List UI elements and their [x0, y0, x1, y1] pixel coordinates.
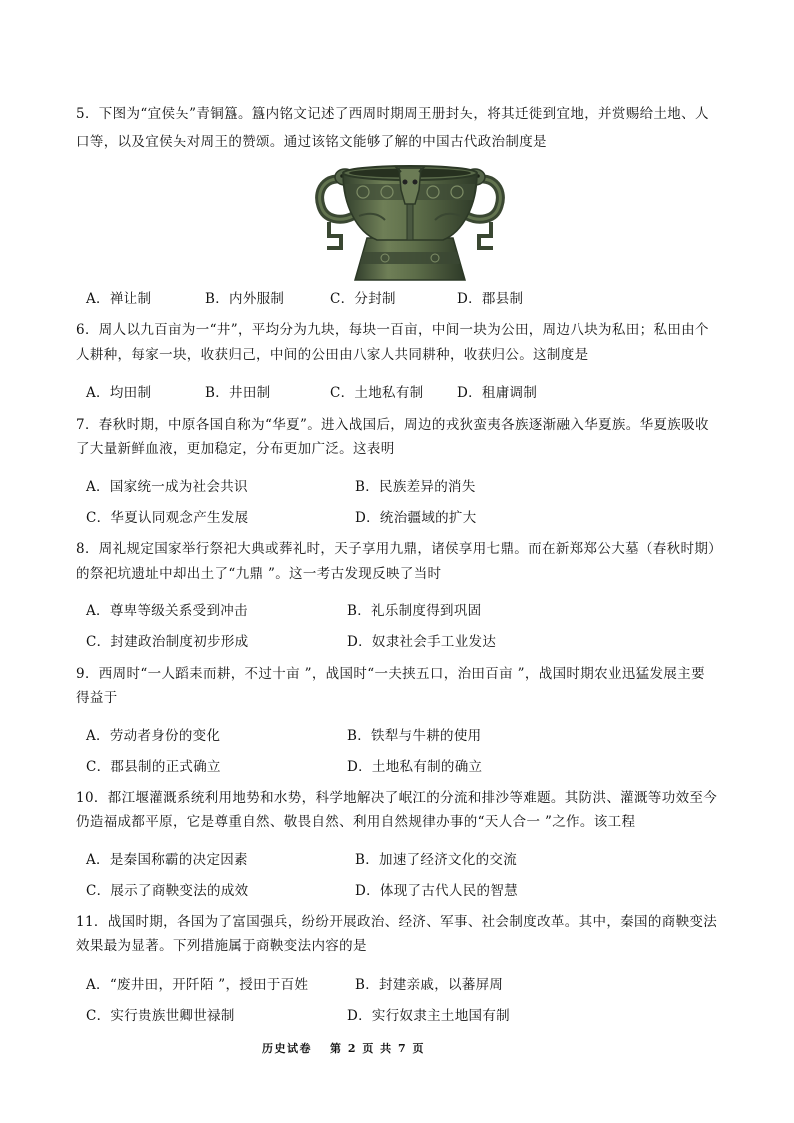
bronze-vessel-image: [315, 160, 505, 285]
question-11-line-2: 效果最为显著。下列措施属于商鞅变法内容的是: [76, 938, 367, 954]
option-11-b: B．封建亲戚，以蕃屏周: [355, 977, 504, 993]
option-11-d: D．实行奴隶主土地国有制: [347, 1008, 510, 1024]
option-10-a: A．是秦国称霸的决定因素: [86, 852, 248, 868]
question-8-line-1: 8．周礼规定国家举行祭祀大典或葬礼时，天子享用九鼎，诸侯享用七鼎。而在新郑郑公大墓（春秋时期）: [76, 541, 723, 557]
option-9-d: D．土地私有制的确立: [347, 759, 483, 775]
option-7-a: A．国家统一成为社会共识: [86, 479, 248, 495]
option-10-c: C．展示了商鞅变法的成效: [86, 883, 249, 899]
question-5-line-2: 口等，以及宜侯夨对周王的赞颂。通过该铭文能够了解的中国古代政治制度是: [76, 134, 547, 150]
option-7-d: D．统治疆域的扩大: [355, 510, 477, 526]
question-7-line-2: 了大量新鲜血液，更加稳定，分布更加广泛。这表明: [76, 441, 395, 457]
question-6-line-2: 人耕种，每家一块，收获归己，中间的公田由八家人共同耕种，收获归公。这制度是: [76, 347, 589, 363]
question-10-line-1: 10．都江堰灌溉系统利用地势和水势，科学地解决了岷江的分流和排沙等难题。其防洪、灌溉等功效至今: [76, 790, 718, 806]
option-10-d: D．体现了古代人民的智慧: [355, 883, 518, 899]
option-5-a: A．禅让制: [86, 291, 152, 307]
option-9-c: C．郡县制的正式确立: [86, 759, 221, 775]
question-9-line-2: 得益于: [76, 690, 118, 706]
option-5-c: C．分封制: [330, 291, 396, 307]
question-8-line-2: 的祭祀坑遗址中却出土了“九鼎 ”。这一考古发现反映了当时: [76, 566, 442, 582]
question-7-line-1: 7．春秋时期，中原各国自称为“华夏”。进入战国后，周边的戎狄蛮夷各族逐渐融入华夏族。华夏族吸收: [76, 417, 709, 433]
option-6-d: D．租庸调制: [457, 385, 538, 401]
question-10-line-2: 仍造福成都平原，它是尊重自然、敬畏自然、利用自然规律办事的“天人合一 ”之作。该工程: [76, 814, 636, 830]
option-9-a: A．劳动者身份的变化: [86, 728, 221, 744]
option-5-b: B．内外服制: [205, 291, 285, 307]
option-8-a: A．尊卑等级关系受到冲击: [86, 603, 248, 619]
footer-subject: 历史试卷: [262, 1042, 312, 1055]
option-8-b: B．礼乐制度得到巩固: [347, 603, 482, 619]
option-11-a: A．“废井田，开阡陌 ”，授田于百姓: [86, 977, 309, 993]
question-11-line-1: 11．战国时期，各国为了富国强兵，纷纷开展政治、经济、军事、社会制度改革。其中，秦国的商鞅变法: [76, 914, 718, 930]
question-6-line-1: 6．周人以九百亩为一“井”，平均分为九块，每块一百亩，中间一块为公田，周边八块为私田；私田由个: [76, 322, 709, 338]
option-6-a: A．均田制: [86, 385, 152, 401]
option-5-d: D．郡县制: [457, 291, 524, 307]
question-5-line-1: 5．下图为“宜侯夨”青铜簋。簋内铭文记述了西周时期周王册封夨，将其迁徙到宜地，并赏赐给土地、人: [76, 106, 709, 122]
option-10-b: B．加速了经济文化的交流: [355, 852, 518, 868]
option-7-b: B．民族差异的消失: [355, 479, 476, 495]
option-7-c: C．华夏认同观念产生发展: [86, 510, 249, 526]
option-6-c: C．土地私有制: [330, 385, 424, 401]
option-8-d: D．奴隶社会手工业发达: [347, 634, 497, 650]
option-11-c: C．实行贵族世卿世禄制: [86, 1008, 235, 1024]
question-9-line-1: 9．西周时“一人蹈耒而耕，不过十亩 ”，战国时“一夫挟五口，治田百亩 ”，战国时期农业迅猛发展主要: [76, 666, 705, 682]
option-9-b: B．铁犁与牛耕的使用: [347, 728, 482, 744]
option-8-c: C．封建政治制度初步形成: [86, 634, 249, 650]
footer-page-number: 第 2 页 共 7 页: [330, 1042, 425, 1055]
option-6-b: B．井田制: [205, 385, 271, 401]
